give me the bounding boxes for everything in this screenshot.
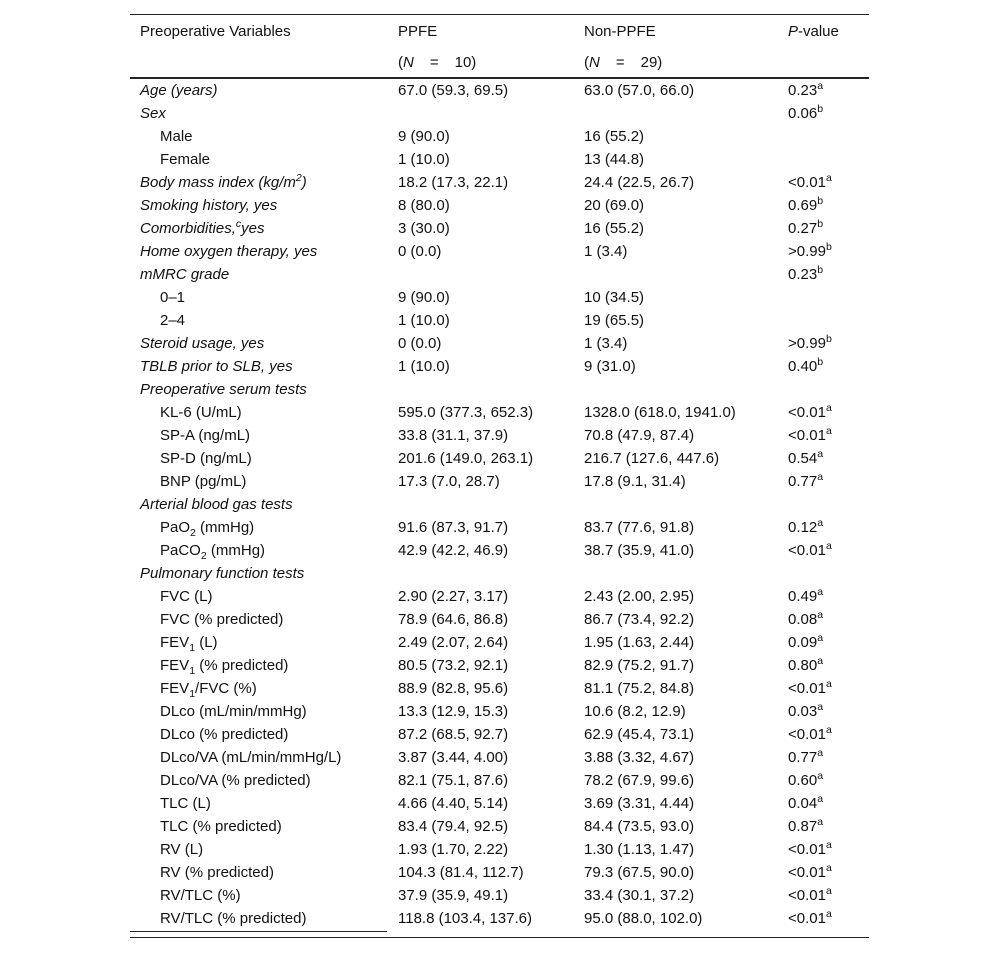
table-row xyxy=(130,680,869,703)
ppfe-value: 91.6 (87.3, 91.7) xyxy=(398,519,509,536)
header-ppfe-n: (N = 10) xyxy=(398,54,477,71)
non-ppfe-value: 62.9 (45.4, 73.1) xyxy=(584,726,695,743)
ppfe-value: 80.5 (73.2, 92.1) xyxy=(398,657,509,674)
non-ppfe-value: 78.2 (67.9, 99.6) xyxy=(584,772,695,789)
row-label: Home oxygen therapy, yes xyxy=(140,243,318,260)
table-row xyxy=(130,588,869,611)
non-ppfe-value: 1.30 (1.13, 1.47) xyxy=(584,841,695,858)
ppfe-value: 9 (90.0) xyxy=(398,128,450,145)
p-value: <0.01$^a$ xyxy=(788,425,832,444)
row-label: Sex xyxy=(140,105,166,122)
row-label: Body mass index $(kg/m^2)$ xyxy=(140,172,307,191)
p-value: <0.01$^a$ xyxy=(788,908,832,927)
ppfe-value: 3 (30.0) xyxy=(398,220,450,237)
p-value: <0.01$^a$ xyxy=(788,678,832,697)
header-ppfe: PPFE xyxy=(398,23,438,40)
non-ppfe-value: 19 (65.5) xyxy=(584,312,645,329)
ppfe-value: 78.9 (64.6, 86.8) xyxy=(398,611,509,628)
non-ppfe-value: 70.8 (47.9, 87.4) xyxy=(584,427,695,444)
table-row xyxy=(130,910,869,933)
non-ppfe-value: 1.95 (1.63, 2.44) xyxy=(584,634,695,651)
header-p-value: P-value xyxy=(788,23,839,40)
non-ppfe-value: 33.4 (30.1, 37.2) xyxy=(584,887,695,904)
table-row xyxy=(130,496,869,519)
table-row xyxy=(130,473,869,496)
row-label: mMRC grade xyxy=(140,266,230,283)
non-ppfe-value: 2.43 (2.00, 2.95) xyxy=(584,588,695,605)
table-row xyxy=(130,174,869,197)
row-label: TLC (L) xyxy=(160,795,211,812)
non-ppfe-value: 1328.0 (618.0, 1941.0) xyxy=(584,404,736,421)
p-value: 0.12$^a$ xyxy=(788,517,824,536)
non-ppfe-value: 10 (34.5) xyxy=(584,289,645,306)
p-value: <0.01$^a$ xyxy=(788,540,832,559)
non-ppfe-value: 38.7 (35.9, 41.0) xyxy=(584,542,695,559)
ppfe-value: 87.2 (68.5, 92.7) xyxy=(398,726,509,743)
non-ppfe-value: 1 (3.4) xyxy=(584,243,628,260)
p-value: 0.49$^a$ xyxy=(788,586,824,605)
non-ppfe-value: 20 (69.0) xyxy=(584,197,645,214)
header-variables: Preoperative Variables xyxy=(140,23,291,40)
p-value: >0.99$^b$ xyxy=(788,333,832,352)
table-row xyxy=(130,841,869,864)
p-value: 0.27$^b$ xyxy=(788,218,824,237)
row-label: RV/TLC (% predicted) xyxy=(160,910,307,927)
non-ppfe-value: 79.3 (67.5, 90.0) xyxy=(584,864,695,881)
table-row xyxy=(130,289,869,312)
p-value: <0.01$^a$ xyxy=(788,724,832,743)
table-row xyxy=(130,151,869,174)
non-ppfe-value: 84.4 (73.5, 93.0) xyxy=(584,818,695,835)
p-value: 0.04$^a$ xyxy=(788,793,824,812)
row-label: 0–1 xyxy=(160,289,186,306)
ppfe-value: 37.9 (35.9, 49.1) xyxy=(398,887,509,904)
row-label: Female xyxy=(160,151,211,168)
p-value: <0.01$^a$ xyxy=(788,839,832,858)
row-label: FVC (L) xyxy=(160,588,213,605)
p-value: 0.80$^a$ xyxy=(788,655,824,674)
non-ppfe-value: 17.8 (9.1, 31.4) xyxy=(584,473,686,490)
ppfe-value: 1 (10.0) xyxy=(398,312,450,329)
row-label: RV (L) xyxy=(160,841,204,858)
p-value: >0.99$^b$ xyxy=(788,241,832,260)
table-row xyxy=(130,795,869,818)
non-ppfe-value: 16 (55.2) xyxy=(584,220,645,237)
ppfe-value: 3.87 (3.44, 4.00) xyxy=(398,749,509,766)
row-label: DLco/VA (mL/min/mmHg/L) xyxy=(160,749,342,766)
table-row xyxy=(130,864,869,887)
non-ppfe-value: 3.88 (3.32, 4.67) xyxy=(584,749,695,766)
non-ppfe-value: 16 (55.2) xyxy=(584,128,645,145)
row-label: $FEV_1$ (L) xyxy=(160,634,218,654)
row-label: Smoking history, yes xyxy=(140,197,278,214)
header-non-ppfe-n: (N = 29) xyxy=(584,54,663,71)
p-value: 0.60$^a$ xyxy=(788,770,824,789)
ppfe-value: 2.90 (2.27, 3.17) xyxy=(398,588,509,605)
p-value: 0.09$^a$ xyxy=(788,632,824,651)
row-label: SP-A (ng/mL) xyxy=(160,427,251,444)
row-label: TBLB prior to SLB, yes xyxy=(140,358,293,375)
ppfe-value: 82.1 (75.1, 87.6) xyxy=(398,772,509,789)
row-label: RV (% predicted) xyxy=(160,864,274,881)
p-value: 0.08$^a$ xyxy=(788,609,824,628)
ppfe-value: 67.0 (59.3, 69.5) xyxy=(398,82,509,99)
ppfe-value: 8 (80.0) xyxy=(398,197,450,214)
row-label: PaO$_2$ (mmHg) xyxy=(160,519,255,539)
non-ppfe-value: 83.7 (77.6, 91.8) xyxy=(584,519,695,536)
table-row xyxy=(130,266,869,289)
p-value: <0.01$^a$ xyxy=(788,172,832,191)
non-ppfe-value: 24.4 (22.5, 26.7) xyxy=(584,174,695,191)
p-value: 0.87$^a$ xyxy=(788,816,824,835)
p-value: 0.23$^a$ xyxy=(788,80,824,99)
row-label: Age (years) xyxy=(140,82,218,99)
p-value: <0.01$^a$ xyxy=(788,402,832,421)
table-row xyxy=(130,335,869,358)
header-non-ppfe: Non-PPFE xyxy=(584,23,656,40)
non-ppfe-value: 63.0 (57.0, 66.0) xyxy=(584,82,695,99)
row-label: Arterial blood gas tests xyxy=(140,496,293,513)
table-row xyxy=(130,197,869,220)
row-label: BNP (pg/mL) xyxy=(160,473,247,490)
non-ppfe-value: 10.6 (8.2, 12.9) xyxy=(584,703,686,720)
table-row xyxy=(130,519,869,542)
row-label: $FEV_1$/FVC (%) xyxy=(160,680,257,700)
table-row xyxy=(130,82,869,105)
non-ppfe-value: 9 (31.0) xyxy=(584,358,636,375)
table-row xyxy=(130,220,869,243)
table-row xyxy=(130,450,869,473)
p-value: 0.69$^b$ xyxy=(788,195,824,214)
ppfe-value: 83.4 (79.4, 92.5) xyxy=(398,818,509,835)
table-top-rule xyxy=(130,14,869,15)
p-value: 0.06$^b$ xyxy=(788,103,824,122)
ppfe-value: 18.2 (17.3, 22.1) xyxy=(398,174,509,191)
row-label: $FEV_1$ (% predicted) xyxy=(160,657,289,677)
non-ppfe-value: 3.69 (3.31, 4.44) xyxy=(584,795,695,812)
table-row xyxy=(130,312,869,335)
row-label: DLco (% predicted) xyxy=(160,726,289,743)
ppfe-value: 4.66 (4.40, 5.14) xyxy=(398,795,509,812)
table-row xyxy=(130,243,869,266)
p-value: 0.23$^b$ xyxy=(788,264,824,283)
ppfe-value: 33.8 (31.1, 37.9) xyxy=(398,427,509,444)
p-value: 0.03$^a$ xyxy=(788,701,824,720)
ppfe-value: 201.6 (149.0, 263.1) xyxy=(398,450,534,467)
row-label: TLC (% predicted) xyxy=(160,818,282,835)
table-row xyxy=(130,404,869,427)
table-row xyxy=(130,818,869,841)
non-ppfe-value: 95.0 (88.0, 102.0) xyxy=(584,910,703,927)
row-label: DLco (mL/min/mmHg) xyxy=(160,703,307,720)
ppfe-value: 1 (10.0) xyxy=(398,358,450,375)
table-row xyxy=(130,128,869,151)
row-label: DLco/VA (% predicted) xyxy=(160,772,311,789)
ppfe-value: 2.49 (2.07, 2.64) xyxy=(398,634,509,651)
p-value: <0.01$^a$ xyxy=(788,885,832,904)
non-ppfe-value: 82.9 (75.2, 91.7) xyxy=(584,657,695,674)
table-row xyxy=(130,726,869,749)
row-label: SP-D (ng/mL) xyxy=(160,450,252,467)
non-ppfe-value: 13 (44.8) xyxy=(584,151,645,168)
ppfe-value: 42.9 (42.2, 46.9) xyxy=(398,542,509,559)
row-label: RV/TLC (%) xyxy=(160,887,241,904)
table-row xyxy=(130,657,869,680)
row-label: Steroid usage, yes xyxy=(140,335,265,352)
ppfe-value: 9 (90.0) xyxy=(398,289,450,306)
table-header-rule xyxy=(130,77,869,79)
non-ppfe-value: 216.7 (127.6, 447.6) xyxy=(584,450,720,467)
ppfe-value: 0 (0.0) xyxy=(398,335,442,352)
table-row xyxy=(130,772,869,795)
table-row xyxy=(130,105,869,128)
ppfe-value: 88.9 (82.8, 95.6) xyxy=(398,680,509,697)
table-row xyxy=(130,542,869,565)
row-label: FVC (% predicted) xyxy=(160,611,284,628)
p-value: <0.01$^a$ xyxy=(788,862,832,881)
row-label: KL-6 (U/mL) xyxy=(160,404,242,421)
table-row xyxy=(130,565,869,588)
ppfe-value: 118.8 (103.4, 137.6) xyxy=(398,910,532,927)
table-row xyxy=(130,381,869,404)
row-label: Male xyxy=(160,128,193,145)
row-label: Comorbidities,$^c$yes xyxy=(140,218,265,237)
p-value: 0.77$^a$ xyxy=(788,747,824,766)
table-row xyxy=(130,358,869,381)
table-row xyxy=(130,427,869,450)
p-value: 0.40$^b$ xyxy=(788,356,824,375)
ppfe-value: 1 (10.0) xyxy=(398,151,450,168)
table-row xyxy=(130,634,869,657)
row-label: 2–4 xyxy=(160,312,186,329)
ppfe-value: 104.3 (81.4, 112.7) xyxy=(398,864,524,881)
p-value: 0.54$^a$ xyxy=(788,448,824,467)
row-label: PaCO$_2$ (mmHg) xyxy=(160,542,266,562)
ppfe-value: 595.0 (377.3, 652.3) xyxy=(398,404,534,421)
table-bottom-rule xyxy=(130,937,869,938)
non-ppfe-value: 81.1 (75.2, 84.8) xyxy=(584,680,695,697)
table-row xyxy=(130,887,869,910)
non-ppfe-value: 1 (3.4) xyxy=(584,335,628,352)
table-row xyxy=(130,703,869,726)
row-label: Pulmonary function tests xyxy=(140,565,305,582)
row-label: Preoperative serum tests xyxy=(140,381,307,398)
ppfe-value: 0 (0.0) xyxy=(398,243,442,260)
ppfe-value: 1.93 (1.70, 2.22) xyxy=(398,841,509,858)
table-footer-short-rule xyxy=(130,931,387,932)
non-ppfe-value: 86.7 (73.4, 92.2) xyxy=(584,611,695,628)
table-row xyxy=(130,611,869,634)
table-row xyxy=(130,749,869,772)
p-value: 0.77$^a$ xyxy=(788,471,824,490)
ppfe-value: 13.3 (12.9, 15.3) xyxy=(398,703,509,720)
ppfe-value: 17.3 (7.0, 28.7) xyxy=(398,473,500,490)
